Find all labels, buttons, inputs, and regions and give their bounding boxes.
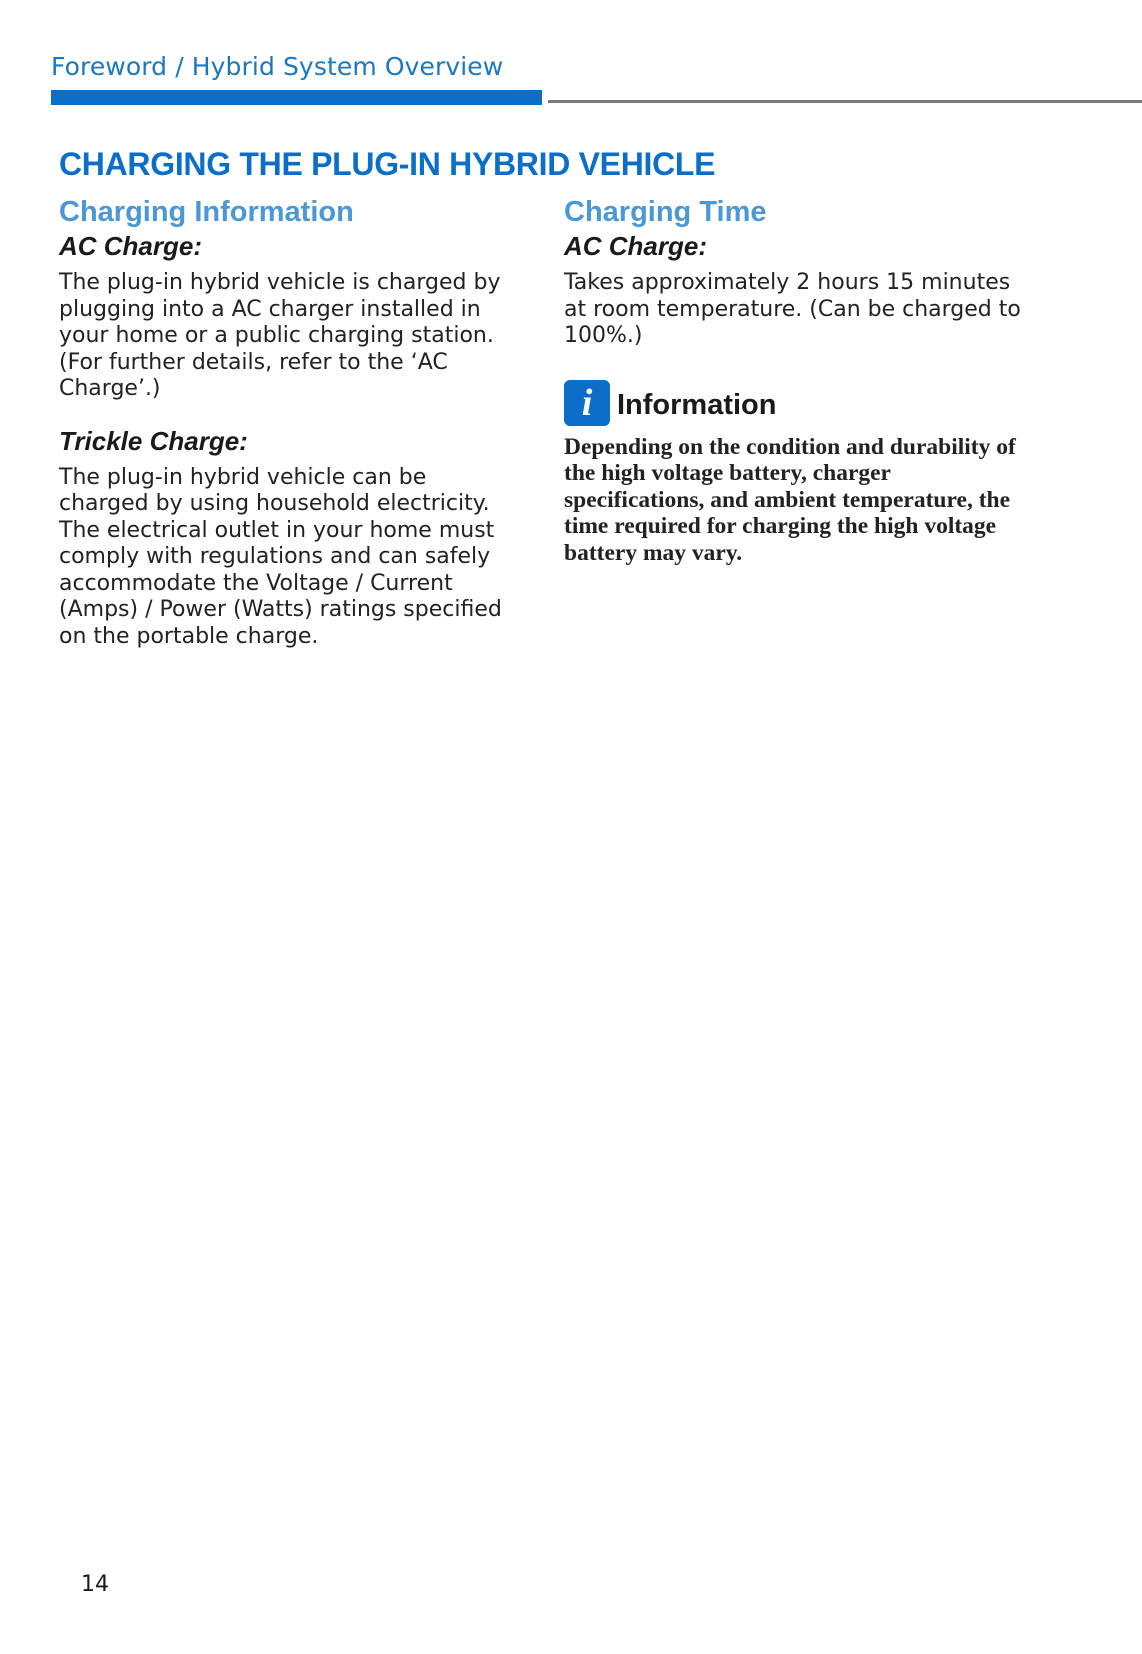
breadcrumb: Foreword / Hybrid System Overview: [51, 52, 504, 81]
page-title: CHARGING THE PLUG-IN HYBRID VEHICLE: [59, 146, 716, 182]
paragraph-trickle-charge: The plug-in hybrid vehicle can be charged by using household electricity. The electrical outlet in your home must comply with regulations and can safely accommodate the Voltage / Current (Amps) / Power (Watts) ratings specified on the portable charge.: [59, 464, 502, 649]
information-heading: [564, 380, 1034, 426]
subheading-trickle-charge: Trickle Charge:: [59, 425, 248, 456]
subheading-ac-charge-time: AC Charge:: [564, 231, 708, 261]
information-text: Depending on the condition and durability of the high voltage battery, charger specifications, and ambient temperature, the time required for charging the high voltage battery may vary.: [564, 433, 1016, 566]
left-column: [59, 194, 519, 650]
paragraph-ac-charge: The plug-in hybrid vehicle is charged by plugging into a AC charger installed in your home or a public charging station. (For further details, refer to the ‘AC Charge’.): [59, 270, 501, 401]
information-label: Information: [617, 389, 777, 421]
information-icon: i: [564, 380, 610, 426]
right-column: [564, 194, 1034, 566]
header-rule-gray: [548, 100, 1142, 103]
subheading-ac-charge: AC Charge:: [59, 231, 203, 261]
header-rule-blue: [51, 90, 542, 105]
section-title-charging-time: Charging Time: [564, 196, 767, 228]
page-number: 14: [81, 1572, 109, 1597]
section-title-charging-information: Charging Information: [59, 196, 354, 228]
paragraph-charging-time: Takes approximately 2 hours 15 minutes at room temperature. (Can be charged to 100%.): [564, 270, 1021, 348]
